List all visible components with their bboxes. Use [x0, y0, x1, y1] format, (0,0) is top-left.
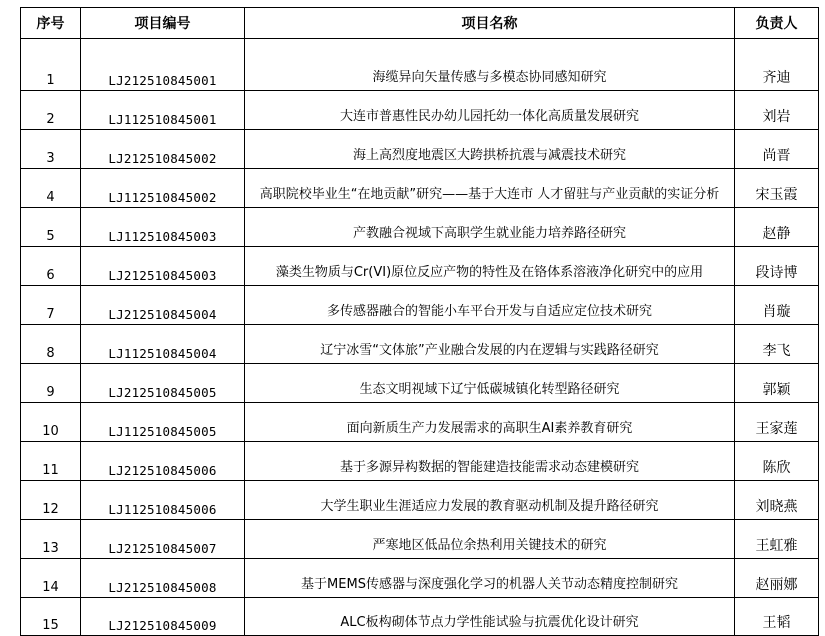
cell-code: LJ212510845007 [81, 520, 245, 559]
cell-owner: 陈欣 [735, 442, 819, 481]
cell-name: 藻类生物质与Cr(VI)原位反应产物的特性及在铬体系溶液净化研究中的应用 [245, 247, 735, 286]
cell-owner: 王家莲 [735, 403, 819, 442]
cell-name: 严寒地区低品位余热利用关键技术的研究 [245, 520, 735, 559]
cell-code: LJ112510845003 [81, 208, 245, 247]
cell-owner: 齐迪 [735, 39, 819, 91]
cell-code: LJ212510845001 [81, 39, 245, 91]
table-row [21, 91, 819, 130]
cell-owner: 宋玉霞 [735, 169, 819, 208]
cell-name: 产教融合视域下高职学生就业能力培养路径研究 [245, 208, 735, 247]
cell-name: 海上高烈度地震区大跨拱桥抗震与减震技术研究 [245, 130, 735, 169]
cell-name: ALC板构砌体节点力学性能试验与抗震优化设计研究 [245, 598, 735, 636]
table-row [21, 442, 819, 481]
cell-no: 5 [21, 208, 81, 247]
cell-owner: 王虹雅 [735, 520, 819, 559]
cell-name: 海缆异向矢量传感与多模态协同感知研究 [245, 39, 735, 91]
cell-no: 13 [21, 520, 81, 559]
cell-owner: 段诗博 [735, 247, 819, 286]
table-row [21, 520, 819, 559]
table-row [21, 481, 819, 520]
cell-code: LJ212510845003 [81, 247, 245, 286]
table-row [21, 403, 819, 442]
cell-owner: 王韬 [735, 598, 819, 636]
cell-name: 辽宁冰雪“文体旅”产业融合发展的内在逻辑与实践路径研究 [245, 325, 735, 364]
cell-code: LJ212510845006 [81, 442, 245, 481]
cell-no: 12 [21, 481, 81, 520]
cell-owner: 赵丽娜 [735, 559, 819, 598]
cell-no: 3 [21, 130, 81, 169]
cell-code: LJ212510845005 [81, 364, 245, 403]
header-no: 序号 [21, 8, 81, 39]
cell-code: LJ112510845004 [81, 325, 245, 364]
cell-name: 大连市普惠性民办幼儿园托幼一体化高质量发展研究 [245, 91, 735, 130]
table-row [21, 130, 819, 169]
project-table-container [20, 7, 819, 636]
cell-name: 面向新质生产力发展需求的高职生AI素养教育研究 [245, 403, 735, 442]
cell-name: 多传感器融合的智能小车平台开发与自适应定位技术研究 [245, 286, 735, 325]
cell-code: LJ212510845002 [81, 130, 245, 169]
cell-no: 7 [21, 286, 81, 325]
cell-owner: 郭颖 [735, 364, 819, 403]
table-row [21, 247, 819, 286]
header-owner: 负责人 [735, 8, 819, 39]
table-row [21, 286, 819, 325]
cell-no: 2 [21, 91, 81, 130]
cell-code: LJ112510845001 [81, 91, 245, 130]
cell-name: 生态文明视域下辽宁低碳城镇化转型路径研究 [245, 364, 735, 403]
table-row [21, 364, 819, 403]
cell-name: 高职院校毕业生“在地贡献”研究——基于大连市 人才留驻与产业贡献的实证分析 [245, 169, 735, 208]
cell-name: 基于MEMS传感器与深度强化学习的机器人关节动态精度控制研究 [245, 559, 735, 598]
cell-no: 10 [21, 403, 81, 442]
table-row [21, 598, 819, 636]
cell-owner: 赵静 [735, 208, 819, 247]
table-row [21, 169, 819, 208]
cell-no: 14 [21, 559, 81, 598]
cell-code: LJ112510845006 [81, 481, 245, 520]
cell-no: 8 [21, 325, 81, 364]
cell-no: 9 [21, 364, 81, 403]
cell-no: 11 [21, 442, 81, 481]
cell-code: LJ112510845005 [81, 403, 245, 442]
project-table [20, 7, 819, 636]
header-code: 项目编号 [81, 8, 245, 39]
header-row [21, 8, 819, 39]
cell-owner: 刘晓燕 [735, 481, 819, 520]
table-row [21, 559, 819, 598]
cell-no: 1 [21, 39, 81, 91]
cell-code: LJ112510845002 [81, 169, 245, 208]
cell-name: 大学生职业生涯适应力发展的教育驱动机制及提升路径研究 [245, 481, 735, 520]
cell-name: 基于多源异构数据的智能建造技能需求动态建模研究 [245, 442, 735, 481]
cell-owner: 肖璇 [735, 286, 819, 325]
cell-code: LJ212510845008 [81, 559, 245, 598]
header-name: 项目名称 [245, 8, 735, 39]
cell-owner: 尚晋 [735, 130, 819, 169]
cell-no: 15 [21, 598, 81, 636]
cell-code: LJ212510845004 [81, 286, 245, 325]
cell-owner: 刘岩 [735, 91, 819, 130]
cell-owner: 李飞 [735, 325, 819, 364]
table-row [21, 39, 819, 91]
table-row [21, 325, 819, 364]
table-row [21, 208, 819, 247]
cell-no: 6 [21, 247, 81, 286]
cell-code: LJ212510845009 [81, 598, 245, 636]
cell-no: 4 [21, 169, 81, 208]
